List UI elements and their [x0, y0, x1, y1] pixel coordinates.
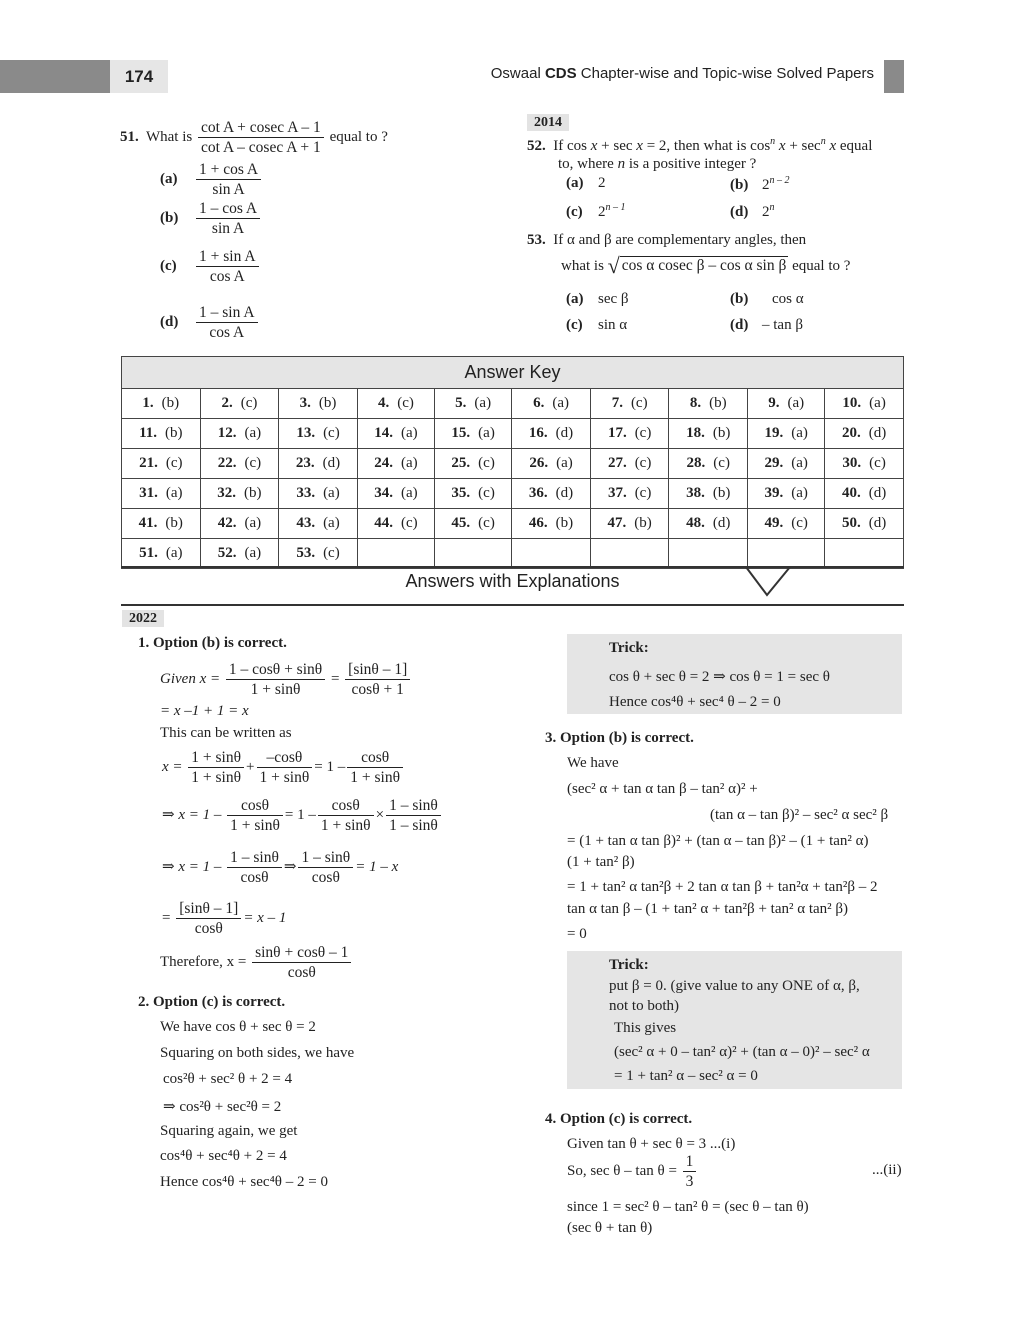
question-number: 43.	[296, 515, 316, 531]
answer-key-cell	[512, 509, 591, 539]
answer-key-cell	[669, 419, 748, 449]
question-number: 14.	[374, 425, 393, 441]
answer-option: (c)	[478, 485, 495, 501]
answer-key-row	[122, 419, 904, 449]
answer-key-cell	[200, 539, 279, 569]
question-number: 4.	[377, 395, 390, 411]
answer-option: (d)	[555, 485, 574, 501]
ex2-line: Hence cos⁴θ + sec⁴θ – 2 = 0	[160, 1174, 328, 1190]
answer-option: (c)	[244, 455, 262, 471]
answer-option: (a)	[244, 515, 262, 531]
question-number: 35.	[451, 485, 471, 501]
question-number: 26.	[529, 455, 549, 471]
answer-key-cell	[279, 419, 358, 449]
answer-key-cell	[122, 509, 201, 539]
answer-key-cell	[357, 479, 434, 509]
ex1-line3: This can be written as	[160, 725, 292, 741]
question-number: 34.	[374, 485, 393, 501]
answer-option: (a)	[400, 485, 418, 501]
question-53-line2: what is √ cos α cosec β – cos α sin β equal to ?	[561, 253, 851, 278]
answer-option: (c)	[397, 395, 414, 411]
q53-option-b: (b) cos α	[730, 291, 804, 307]
answer-option: (b)	[555, 515, 574, 531]
answer-option: (c)	[240, 395, 258, 411]
trick-line: (sec² α + 0 – tan² α)² + (tan α – 0)² – sec² α	[614, 1044, 870, 1060]
answer-option: (c)	[634, 485, 652, 501]
question-number: 46.	[528, 515, 548, 531]
answer-key-cell	[669, 539, 748, 569]
question-number: 8.	[689, 395, 702, 411]
answer-option: (a)	[552, 395, 569, 411]
answer-key-cell	[512, 389, 591, 419]
ex4-line1: Given tan θ + sec θ = 3 ...(i)	[567, 1136, 736, 1152]
answer-key-cell	[825, 509, 904, 539]
ex2-line: Squaring again, we get	[160, 1123, 298, 1139]
ex2-line: We have cos θ + sec θ = 2	[160, 1019, 316, 1035]
question-number: 33.	[296, 485, 316, 501]
q52-option-b: (b) 2$^{n - 2}$	[730, 175, 790, 193]
answer-key-cell	[435, 509, 512, 539]
answer-key-cell	[200, 449, 279, 479]
answer-option: (a)	[244, 425, 262, 441]
question-number: 29.	[764, 455, 784, 471]
answer-key-cell	[512, 419, 591, 449]
question-number: 9.	[768, 395, 780, 411]
answer-key-cell	[122, 479, 201, 509]
answer-option: (a)	[478, 425, 495, 441]
answer-option: (d)	[868, 425, 887, 441]
q51-option-d: (d) $\frac{\text{1 – sin A}}{\text{cos A}}$	[160, 303, 260, 342]
trick-box-2	[567, 951, 902, 1089]
answer-key-cell	[748, 509, 825, 539]
question-number: 32.	[217, 485, 237, 501]
trick-line: This gives	[614, 1020, 677, 1036]
answer-option: (c)	[478, 455, 495, 471]
answer-option: (b)	[709, 395, 727, 411]
question-number: 48.	[686, 515, 705, 531]
answer-key-cell	[357, 509, 434, 539]
question-number: 27.	[607, 455, 627, 471]
answer-option: (c)	[323, 545, 340, 561]
q52-option-a: (a) 2	[566, 175, 606, 191]
question-number: 30.	[842, 455, 862, 471]
answer-option: (b)	[712, 485, 731, 501]
answer-key-cell	[669, 389, 748, 419]
answer-option: (a)	[244, 545, 262, 561]
question-number: 52.	[217, 545, 237, 561]
answer-option: (b)	[712, 425, 731, 441]
answer-key-row	[122, 539, 904, 569]
ex4-line2: So, sec θ – tan θ = $\frac{1}{3}$	[567, 1152, 698, 1191]
answer-option: (d)	[868, 515, 887, 531]
question-number: 41.	[138, 515, 158, 531]
q52-option-d: (d) 2$^n$	[730, 202, 775, 220]
answer-option: (a)	[165, 545, 183, 561]
answer-key-cell	[669, 449, 748, 479]
answer-key-cell	[279, 509, 358, 539]
q53-option-c: (c) sin α	[566, 317, 628, 333]
answer-key-cell	[748, 539, 825, 569]
question-number: 40.	[842, 485, 861, 501]
q51-fraction: $\frac{\text{cot A + cosec A – 1}}{\text{cot A – cosec A + 1}}$	[198, 118, 324, 157]
q53-option-a: (a) sec β	[566, 291, 629, 307]
question-number: 23.	[295, 455, 315, 471]
answer-key-cell	[825, 479, 904, 509]
answer-key-row	[122, 449, 904, 479]
answer-key-cell	[279, 449, 358, 479]
answer-key-cell	[512, 479, 591, 509]
ex3-line: (tan α – tan β)² – sec² α sec² β	[710, 807, 889, 823]
question-number: 44.	[374, 515, 393, 531]
answer-key-cell	[435, 389, 512, 419]
answer-option: (b)	[161, 395, 180, 411]
ex1-line7: = $\frac{[\sin\theta - 1]}{\cos\theta}$ = x – 1	[162, 900, 287, 937]
answer-option: (c)	[791, 515, 808, 531]
ex1-line6: ⇒ x = 1 – $\frac{1 - \sin\theta}{\cos\theta}$ ⇒ $\frac{1 - \sin\theta}{\cos\theta}$ = 1 – x	[162, 849, 399, 886]
answer-option: (b)	[165, 515, 183, 531]
q51-option-b: (b) $\frac{\text{1 – cos A}}{\text{sin A}}$	[160, 199, 262, 238]
answer-option: (d)	[712, 515, 731, 531]
answer-key-cell	[512, 539, 591, 569]
question-51: 51. What is $\frac{\text{cot A + cosec A – 1}}{\text{cot A – cosec A + 1}}$ equal to ?	[120, 119, 388, 156]
answer-key-cell	[279, 479, 358, 509]
book-title: Oswaal CDS Chapter-wise and Topic-wise Solved Papers	[490, 65, 874, 82]
question-number: 49.	[764, 515, 784, 531]
question-number: 36.	[528, 485, 548, 501]
header-band	[0, 60, 110, 93]
trick-title: Trick:	[609, 640, 649, 656]
question-number: 16.	[528, 425, 548, 441]
answer-option: (a)	[400, 455, 418, 471]
question-number: 13.	[296, 425, 316, 441]
answer-option: (a)	[791, 485, 808, 501]
question-number: 6.	[533, 395, 545, 411]
answer-option: (c)	[634, 425, 652, 441]
answer-key-cell	[590, 389, 669, 419]
trick-line: cos θ + sec θ = 2 ⇒ cos θ = 1 = sec θ	[609, 669, 830, 685]
answer-option: (a)	[165, 485, 183, 501]
q51-option-c: (c) $\frac{\text{1 + sin A}}{\text{cos A}}$	[160, 247, 261, 286]
ex2-line: Squaring on both sides, we have	[160, 1045, 355, 1061]
question-number: 21.	[139, 455, 158, 471]
answer-key-row	[122, 479, 904, 509]
question-number: 50.	[842, 515, 861, 531]
answer-option: (d)	[555, 425, 574, 441]
question-number: 1.	[142, 395, 154, 411]
page-number: 174	[110, 60, 168, 93]
answer-key-row	[122, 509, 904, 539]
answer-key-cell	[357, 419, 434, 449]
ex2-line: cos²θ + sec² θ + 2 = 4	[163, 1071, 293, 1087]
question-number: 5.	[455, 395, 467, 411]
ex4-heading: 4. Option (c) is correct.	[545, 1111, 693, 1127]
trick-line: put β = 0. (give value to any ONE of α, β,	[609, 978, 860, 994]
header-block	[884, 60, 904, 93]
answer-option: (a)	[400, 425, 418, 441]
answer-key-title: Answer Key	[122, 357, 904, 389]
ex4-line4: (sec θ + tan θ)	[567, 1220, 653, 1236]
answer-key-cell	[748, 479, 825, 509]
question-number: 47.	[607, 515, 627, 531]
q53-option-d: (d) – tan β	[730, 317, 803, 333]
answer-option: (c)	[165, 455, 183, 471]
answer-option: (a)	[787, 395, 805, 411]
question-number: 28.	[686, 455, 706, 471]
answer-key-cell	[357, 389, 434, 419]
answer-key-cell	[122, 419, 201, 449]
answer-key-cell	[435, 479, 512, 509]
question-number: 25.	[451, 455, 471, 471]
question-number: 51.	[139, 545, 158, 561]
banner-chevron-icon	[740, 566, 796, 598]
ex1-given: Given x = $\frac{1 - \cos\theta + \sin\theta}{1 + \sin\theta}$ = $\frac{[\sin\theta - 1]}{\cos\theta + 1}$	[160, 660, 412, 699]
ex3-heading: 3. Option (b) is correct.	[545, 730, 694, 746]
answer-option: (a)	[869, 395, 886, 411]
q51-option-a: (a) $\frac{\text{1 + cos A}}{\text{sin A}}$	[160, 160, 263, 199]
answer-option: (d)	[868, 485, 887, 501]
question-number: 31.	[139, 485, 158, 501]
question-52: 52. If cos x + sec x = 2, then what is $\cos^n x + \sec^n x$ equal	[527, 136, 873, 154]
explanations-title: Answers with Explanations	[405, 571, 620, 591]
answer-key-cell	[825, 449, 904, 479]
question-number: 38.	[686, 485, 705, 501]
answer-key-cell	[825, 389, 904, 419]
answer-key-cell	[200, 479, 279, 509]
ex1-heading: 1. Option (b) is correct.	[138, 635, 287, 651]
answer-option: (b)	[318, 395, 337, 411]
question-number: 10.	[842, 395, 862, 411]
question-number: 2.	[221, 395, 233, 411]
answer-option: (b)	[244, 485, 262, 501]
answer-key-cell	[512, 449, 591, 479]
question-number: 20.	[842, 425, 861, 441]
question-number: 39.	[764, 485, 784, 501]
answer-option: (c)	[323, 425, 340, 441]
ex1-line8: Therefore, x = $\frac{\sin\theta + \cos\theta - 1}{\cos\theta}$	[160, 943, 353, 982]
answer-key-cell	[590, 479, 669, 509]
ex3-line: (1 + tan² β)	[567, 854, 635, 870]
ex3-line: (sec² α + tan α tan β – tan² α)² +	[567, 781, 758, 797]
answer-key-cell	[279, 389, 358, 419]
ex2-line: ⇒ cos²θ + sec²θ = 2	[163, 1099, 282, 1115]
year-tag-2022: 2022	[122, 610, 164, 627]
ex4-line3: since 1 = sec² θ – tan² θ = (sec θ – tan θ)	[567, 1199, 809, 1215]
question-number: 24.	[374, 455, 393, 471]
ex2-heading: 2. Option (c) is correct.	[138, 994, 286, 1010]
question-number: 45.	[451, 515, 471, 531]
answer-option: (a)	[556, 455, 573, 471]
ex3-line: = 0	[567, 926, 587, 942]
question-number: 3.	[299, 395, 311, 411]
q52-option-c: (c) 2$^{n - 1}$	[566, 202, 626, 220]
answer-key-cell	[825, 539, 904, 569]
question-number: 17.	[607, 425, 627, 441]
ex1-line4: x = $\frac{1 + \sin\theta}{1 + \sin\theta}$ + $\frac{-\cos\theta}{1 + \sin\theta}$ = 1 – $\frac{\cos\theta}{1 + \sin\theta}$	[162, 748, 405, 787]
answer-key-row	[122, 389, 904, 419]
ex1-line2: = x –1 + 1 = x	[160, 703, 249, 719]
trick-line: Hence cos⁴θ + sec⁴ θ – 2 = 0	[609, 694, 781, 710]
question-number: 7.	[611, 395, 623, 411]
answer-key-cell	[590, 449, 669, 479]
question-number: 42.	[217, 515, 237, 531]
answer-option: (c)	[478, 515, 495, 531]
answer-key-cell	[122, 539, 201, 569]
question-52-line2: to, where n is a positive integer ?	[558, 156, 757, 172]
sqrt-icon: √	[607, 253, 620, 278]
answer-key-cell	[200, 419, 279, 449]
answer-key-cell	[748, 389, 825, 419]
answer-key-cell	[669, 509, 748, 539]
answer-option: (b)	[634, 515, 652, 531]
answer-option: (a)	[323, 515, 340, 531]
answer-key-cell	[279, 539, 358, 569]
answer-key-cell	[435, 539, 512, 569]
question-number: 37.	[607, 485, 627, 501]
answer-key-table	[121, 356, 904, 569]
answer-option: (d)	[322, 455, 341, 471]
answer-option: (b)	[165, 425, 183, 441]
answer-key-cell	[669, 479, 748, 509]
explanations-bottom-rule	[121, 604, 904, 606]
answer-option: (c)	[630, 395, 648, 411]
year-tag-2014: 2014	[527, 114, 569, 131]
trick-line: = 1 + tan² α – sec² α = 0	[614, 1068, 758, 1084]
question-53: 53. If α and β are complementary angles, then	[527, 232, 807, 248]
answer-key-cell	[590, 509, 669, 539]
answer-key-cell	[825, 419, 904, 449]
answer-option: (c)	[400, 515, 418, 531]
answer-key-cell	[357, 539, 434, 569]
answer-key-cell	[435, 419, 512, 449]
answer-key-cell	[200, 389, 279, 419]
answer-key-cell	[748, 449, 825, 479]
ex2-line: cos⁴θ + sec⁴θ + 2 = 4	[160, 1148, 287, 1164]
ex3-line: = (1 + tan α tan β)² + (tan α – tan β)² – (1 + tan² α)	[567, 833, 869, 849]
ex4-tag-ii: ...(ii)	[872, 1162, 902, 1178]
ex3-line: = 1 + tan² α tan²β + 2 tan α tan β + tan²α + tan²β – 2	[567, 879, 878, 895]
answer-option: (a)	[791, 455, 808, 471]
ex3-line: We have	[567, 755, 619, 771]
trick-title: Trick:	[609, 957, 649, 973]
answer-option: (a)	[474, 395, 492, 411]
question-number: 18.	[686, 425, 705, 441]
answer-key-cell	[122, 389, 201, 419]
answer-key-cell	[590, 419, 669, 449]
question-number: 11.	[139, 425, 158, 441]
question-number: 15.	[451, 425, 471, 441]
question-number: 19.	[764, 425, 784, 441]
answer-key-cell	[435, 449, 512, 479]
answer-key-cell	[200, 509, 279, 539]
answer-option: (a)	[791, 425, 808, 441]
answer-key-cell	[357, 449, 434, 479]
answer-key-cell	[590, 539, 669, 569]
answer-key-cell	[748, 419, 825, 449]
trick-box-1	[567, 634, 902, 714]
answer-option: (a)	[323, 485, 340, 501]
question-number: 22.	[217, 455, 237, 471]
answer-option: (c)	[634, 455, 652, 471]
ex1-line5: ⇒ x = 1 – $\frac{\cos\theta}{1 + \sin\theta}$ = 1 – $\frac{\cos\theta}{1 + \sin\theta}$ × $\frac{1 - \sin\theta}{1 - \sin\theta}$	[162, 796, 443, 835]
ex3-line: tan α tan β – (1 + tan² α + tan²β + tan² α tan² β)	[567, 901, 849, 917]
question-number: 12.	[217, 425, 237, 441]
question-number: 53.	[296, 545, 316, 561]
trick-line: not to both)	[609, 998, 679, 1014]
answer-option: (c)	[713, 455, 730, 471]
answer-option: (c)	[869, 455, 886, 471]
answer-key-cell	[122, 449, 201, 479]
